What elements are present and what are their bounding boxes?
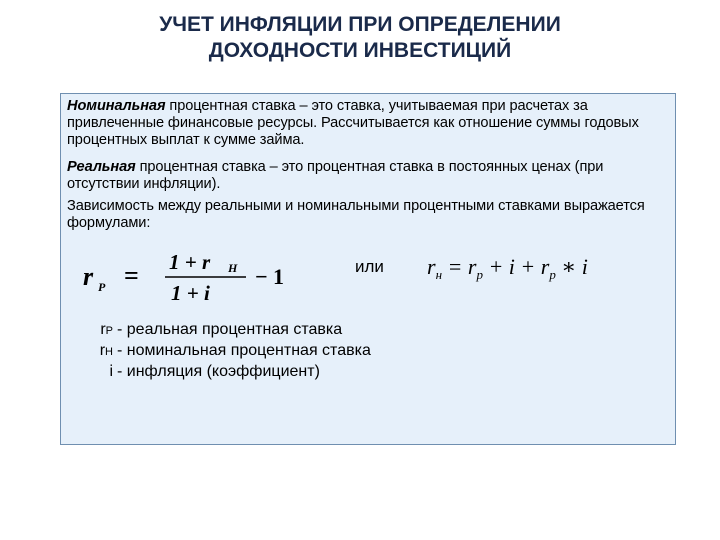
svg-text:=: = bbox=[124, 261, 139, 290]
real-definition bbox=[67, 159, 671, 193]
formula1-lhs-sub: P bbox=[98, 280, 106, 294]
legend-item bbox=[83, 320, 371, 341]
formula1-numerator-sub: H bbox=[228, 261, 238, 275]
formula2-t1-sub: p bbox=[476, 267, 483, 282]
formula2-t1: r bbox=[467, 254, 477, 279]
real-term: Реальная bbox=[67, 159, 136, 175]
formula2-t2: + i + r bbox=[482, 254, 550, 279]
or-label: или bbox=[355, 257, 384, 276]
legend-symbol-sub: H bbox=[105, 346, 113, 358]
legend-desc: - инфляция (коэффициент) bbox=[117, 363, 320, 380]
legend-symbol-sub: P bbox=[105, 325, 113, 337]
legend-item bbox=[83, 362, 371, 383]
legend-symbol: i bbox=[109, 363, 113, 380]
formula2-eq: = bbox=[442, 254, 468, 279]
legend-symbol: r bbox=[100, 321, 106, 338]
formula-real-rate bbox=[81, 247, 321, 307]
legend-desc: - номинальная процентная ставка bbox=[117, 342, 371, 359]
title-line-1: УЧЕТ ИНФЛЯЦИИ ПРИ ОПРЕДЕЛЕНИИ bbox=[159, 13, 561, 36]
content-box bbox=[60, 93, 676, 445]
formula2-lhs-sub: н bbox=[435, 267, 443, 282]
formula-nominal-rate bbox=[427, 254, 588, 283]
formula2-lhs: r bbox=[427, 254, 436, 279]
formula1-lhs: r bbox=[83, 262, 94, 291]
legend bbox=[83, 320, 371, 383]
page-title bbox=[0, 12, 720, 64]
nominal-definition bbox=[67, 98, 671, 149]
nominal-text: процентная ставка – это ставка, учитываемая при расчетах за привлеченные финансовые ресурсы. Рассчитывается как отношение суммы годовых процентных выплат к сумме займа. bbox=[67, 98, 639, 148]
legend-item bbox=[83, 341, 371, 362]
formula2-t2-sub: p bbox=[549, 267, 556, 282]
formula1-tail: − 1 bbox=[255, 264, 285, 289]
title-line-2: ДОХОДНОСТИ ИНВЕСТИЦИЙ bbox=[208, 39, 512, 62]
formula2-t3: ∗ i bbox=[555, 254, 588, 279]
formula1-numerator: 1 + r bbox=[169, 250, 211, 274]
legend-symbol: r bbox=[99, 342, 106, 359]
nominal-term: Номинальная bbox=[67, 98, 166, 114]
legend-desc: - реальная процентная ставка bbox=[117, 321, 343, 338]
dependency-text: Зависимость между реальными и номинальными процентными ставками выражается формулами: bbox=[67, 198, 645, 231]
formula1-denominator: 1 + i bbox=[171, 281, 210, 305]
real-text: процентная ставка – это процентная ставка в постоянных ценах (при отсутствии инфляции). bbox=[67, 159, 604, 192]
